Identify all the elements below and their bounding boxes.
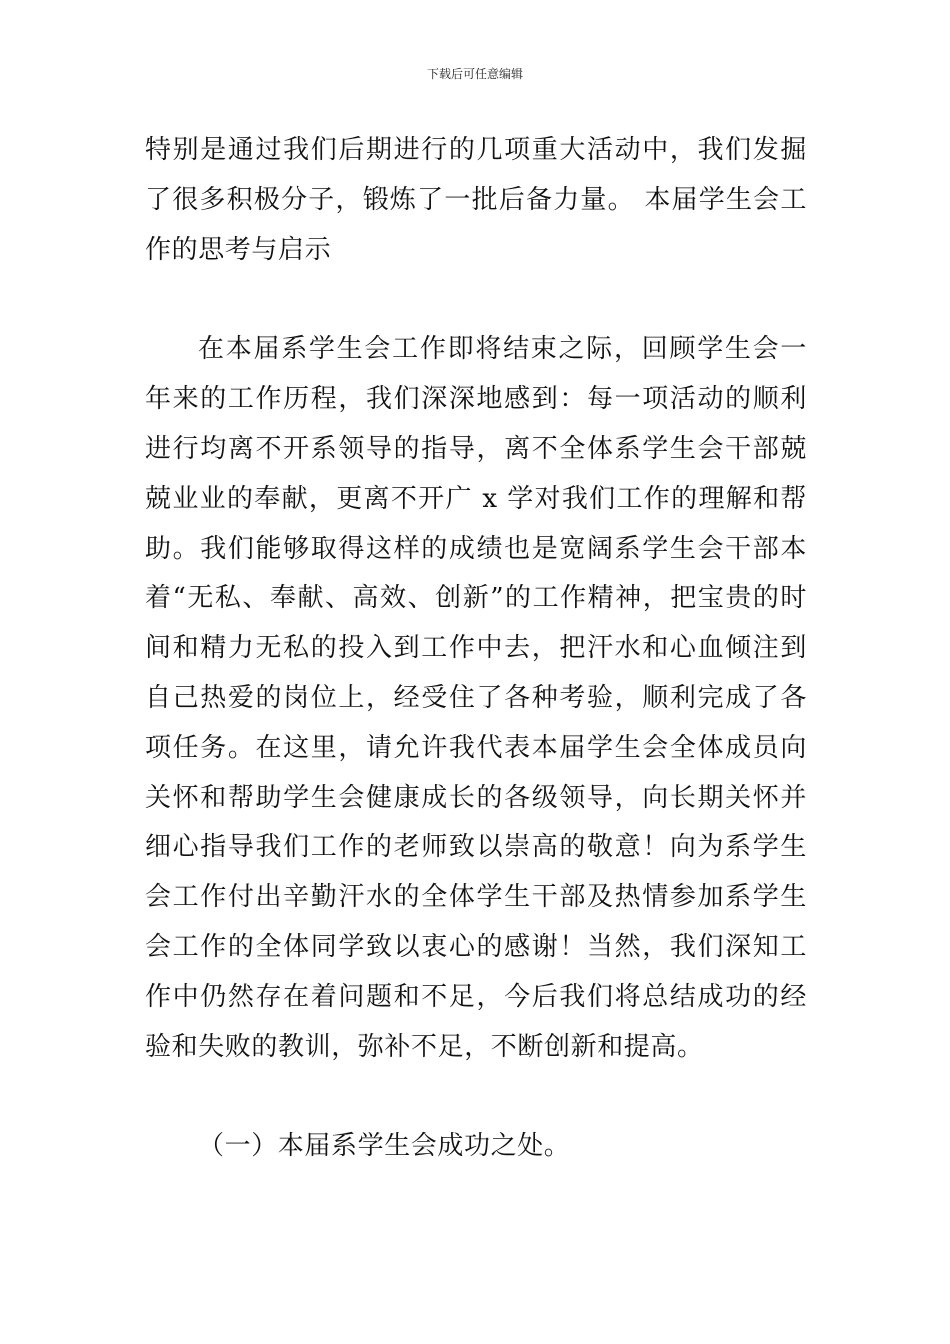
section-heading: （一）本届系学生会成功之处。 — [198, 1131, 571, 1162]
body-paragraph-2: 在本届系学生会工作即将结束之际，回顾学生会一年来的工作历程，我们深深地感到：每一项活动的顺利进行均离不开系领导的指导，离不全体系学生会干部兢兢业业的奉献，更离不开广 x 学对我们工作的理解和帮助。我们能够取得这样的成绩也是宽阔系学生会干部本着“无私、奉献、高效、创新”的工作精神，把宝贵的时间和精力无私的投入到工作中去，把汗水和心血倾注到自己热爱的岗位上，经受住了各种考验，顺利完成了各项任务。在这里，请允许我代表本届学生会全体成员向关怀和帮助学生会健康成长的各级领导，向长期关怀并细心指导我们工作的老师致以崇高的敬意！向为系学生会工作付出辛勤汗水的全体学生干部及热情参加系学生会工作的全体同学致以衷心的感谢！当然，我们深知工作中仍然存在着问题和不足，今后我们将总结成功的经验和失败的教训，弥补不足，不断创新和提高。 — [145, 334, 807, 1062]
body-paragraph-1: 特别是通过我们后期进行的几项重大活动中，我们发掘了很多积极分子，锻炼了一批后备力量。 本届学生会工作的思考与启示 — [145, 135, 807, 265]
page-header-note: 下载后可任意编辑 — [426, 67, 523, 81]
paragraph-spacer — [145, 1072, 807, 1122]
document-body — [145, 126, 807, 1172]
paragraph-spacer — [145, 275, 807, 325]
